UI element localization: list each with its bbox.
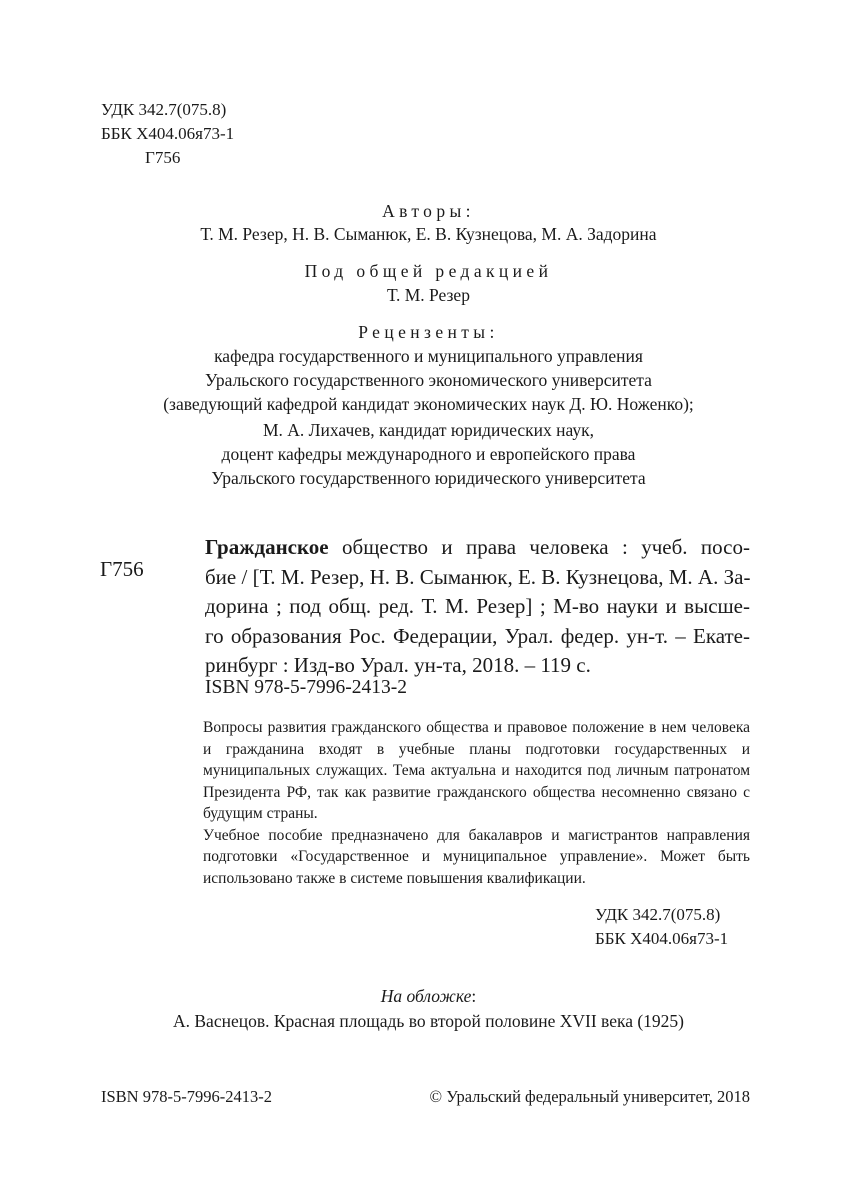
reviewer-line: (заведующий кафедрой кандидат экономических наук Д. Ю. Ноженко);: [163, 394, 694, 414]
biblio-line-3: дорина ; под общ. ред. Т. М. Резер] ; М-во науки и высше-: [205, 594, 750, 618]
abstract-paragraph-1: Вопросы развития гражданского общества и правовое положение в нем человека и гражданина входят в учебные планы подготовки государственных и муниципальных служащих. Тема актуальна и находится под личным патронатом Президента РФ, так как развитие гражданского общества несомненно связано с будущим страны.: [203, 719, 750, 822]
cover-note-colon: :: [471, 986, 477, 1006]
cover-note-text: А. Васнецов. Красная площадь во второй половине XVII века (1925): [173, 1011, 684, 1031]
reviewer-line: Уральского государственного экономического университета: [205, 370, 652, 390]
biblio-line-1: [205, 533, 750, 563]
abstract: [164, 717, 750, 889]
reviewers-heading: Рецензенты:: [358, 322, 499, 342]
bibliographic-record: [205, 533, 750, 681]
classification-block-bottom: [595, 903, 728, 951]
author-mark: Г756: [145, 148, 181, 167]
authors-heading: Авторы:: [382, 201, 475, 221]
udk-code-bottom: УДК 342.7(075.8): [595, 905, 721, 924]
biblio-author-mark: Г756: [100, 557, 144, 581]
biblio-line-5: ринбург : Изд-во Урал. ун-та, 2018. – 119 с.: [205, 653, 591, 677]
editor-name: Т. М. Резер: [387, 285, 470, 305]
classification-block-top: [101, 98, 234, 170]
reviewer-line: М. А. Лихачев, кандидат юридических наук,: [262, 420, 595, 440]
editor-heading: Под общей редакцией: [304, 261, 553, 281]
udk-code: УДК 342.7(075.8): [101, 100, 227, 119]
cover-note-label-line: [0, 984, 857, 1008]
footer-copyright: © Уральский федеральный университет, 2018: [429, 1087, 750, 1106]
reviewer-line: кафедра государственного и муниципального управления: [214, 346, 643, 366]
bbk-code: ББК Х404.06я73-1: [101, 124, 235, 143]
reviewer-line: Уральского государственного юридического университета: [211, 468, 646, 488]
bbk-code-bottom: ББК Х404.06я73-1: [595, 929, 729, 948]
footer-isbn: ISBN 978-5-7996-2413-2: [101, 1087, 272, 1106]
reviewer-line: доцент кафедры международного и европейского права: [221, 444, 636, 464]
isbn-main: ISBN 978-5-7996-2413-2: [205, 677, 408, 698]
abstract-paragraph-2: Учебное пособие предназначено для бакалавров и магистрантов направления подготовки «Государственное и муниципальное управление». Может быть использовано также в системе повышения квалификации.: [203, 826, 750, 887]
biblio-line-1-text: общество и права человека : учеб. посо-: [328, 535, 750, 559]
biblio-title-bold: Гражданское: [205, 535, 329, 559]
biblio-line-4: го образования Рос. Федерации, Урал. федер. ун-т. – Екате-: [205, 623, 750, 648]
biblio-line-2: бие / [Т. М. Резер, Н. В. Сыманюк, Е. В. Кузнецова, М. А. За-: [205, 564, 751, 589]
authors-names: Т. М. Резер, Н. В. Сыманюк, Е. В. Кузнецова, М. А. Задорина: [200, 224, 657, 244]
cover-note-label: На обложке: [380, 986, 472, 1006]
